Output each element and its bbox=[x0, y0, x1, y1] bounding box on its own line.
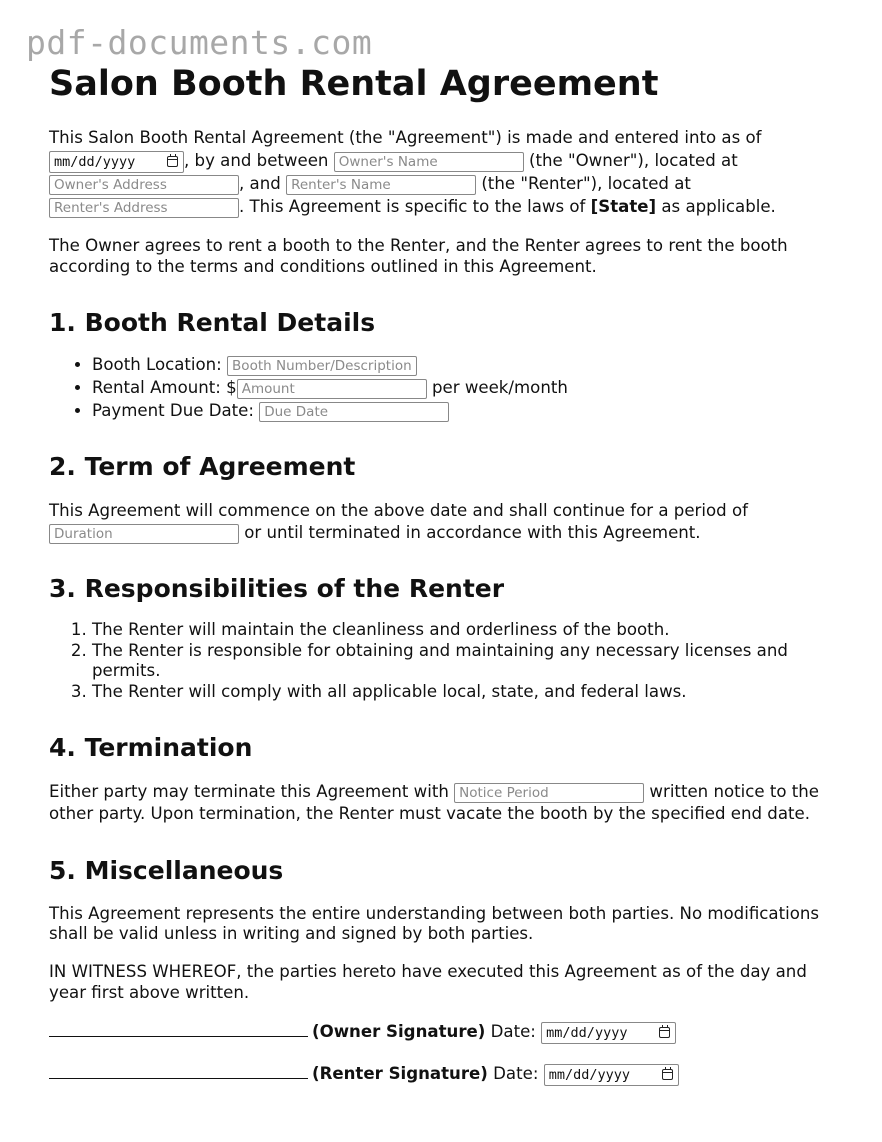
witness-paragraph: IN WITNESS WHEREOF, the parties hereto have executed this Agreement as of the day and year first above written. bbox=[49, 962, 807, 1003]
section-heading-miscellaneous: 5. Miscellaneous bbox=[49, 855, 284, 885]
booth-location-input[interactable] bbox=[227, 356, 417, 376]
watermark-text: pdf-documents.com bbox=[26, 23, 373, 62]
duration-input[interactable] bbox=[49, 524, 239, 544]
date-placeholder: mm/dd/yyyy bbox=[54, 153, 136, 170]
intro-text-2: , by and between bbox=[184, 150, 329, 170]
section-heading-responsibilities: 3. Responsibilities of the Renter bbox=[49, 573, 505, 603]
booth-location-label: Booth Location: bbox=[92, 354, 222, 374]
owner-address-input[interactable] bbox=[49, 175, 239, 195]
rental-amount-input[interactable] bbox=[237, 379, 427, 399]
renter-signature-row bbox=[49, 1060, 839, 1086]
notice-period-input[interactable] bbox=[454, 783, 644, 803]
responsibilities-list bbox=[49, 620, 839, 703]
date-placeholder: mm/dd/yyyy bbox=[546, 1024, 628, 1041]
renter-date-label: Date: bbox=[493, 1063, 539, 1083]
termination-text-2: written notice to the other party. Upon termination, the Renter must vacate the booth by the specified end date. bbox=[49, 782, 820, 824]
list-item: 2. The Renter is responsible for obtaining and maintaining any necessary licenses and permits. bbox=[92, 641, 839, 683]
payment-due-label: Payment Due Date: bbox=[92, 400, 254, 420]
state-text: [State] bbox=[590, 196, 657, 216]
list-item bbox=[92, 354, 839, 377]
term-paragraph bbox=[49, 500, 839, 544]
section-heading-term: 2. Term of Agreement bbox=[49, 452, 356, 482]
termination-text-1: Either party may terminate this Agreement with bbox=[49, 782, 449, 802]
booth-details-list bbox=[49, 354, 839, 422]
list-item bbox=[92, 377, 839, 400]
agreement-document bbox=[49, 64, 839, 1086]
renter-date-input[interactable] bbox=[544, 1064, 679, 1086]
calendar-icon[interactable] bbox=[167, 156, 178, 167]
calendar-icon[interactable] bbox=[659, 1027, 670, 1038]
section-heading-termination: 4. Termination bbox=[49, 733, 253, 763]
intro-text-7: as applicable. bbox=[656, 196, 776, 216]
page-title: Salon Booth Rental Agreement bbox=[49, 64, 659, 104]
intro-paragraph bbox=[49, 127, 839, 218]
intro-text-4: , and bbox=[239, 173, 281, 193]
date-placeholder: mm/dd/yyyy bbox=[548, 1066, 630, 1083]
termination-paragraph bbox=[49, 781, 839, 826]
renter-signature-label: (Renter Signature) bbox=[312, 1063, 488, 1083]
owner-signature-line[interactable] bbox=[49, 1018, 308, 1037]
rental-amount-label: Rental Amount: $ bbox=[92, 377, 237, 397]
renter-name-input[interactable] bbox=[286, 175, 476, 195]
calendar-icon[interactable] bbox=[662, 1069, 673, 1080]
term-text-2: or until terminated in accordance with this Agreement. bbox=[239, 522, 701, 542]
rental-paragraph: The Owner agrees to rent a booth to the Renter, and the Renter agrees to rent the booth according to the terms and conditions outlined in this Agreement. bbox=[49, 236, 788, 277]
intro-text-3: (the "Owner"), located at bbox=[523, 150, 738, 170]
owner-date-label: Date: bbox=[490, 1021, 536, 1041]
owner-name-input[interactable] bbox=[334, 152, 524, 172]
term-text-1: This Agreement will commence on the above date and shall continue for a period of bbox=[49, 501, 748, 521]
list-item: 3. The Renter will comply with all applicable local, state, and federal laws. bbox=[92, 682, 839, 703]
section-heading-booth-details: 1. Booth Rental Details bbox=[49, 307, 376, 337]
intro-text-1: This Salon Booth Rental Agreement (the "Agreement") is made and entered into as of bbox=[49, 128, 762, 147]
intro-text-5: (the "Renter"), located at bbox=[476, 173, 691, 193]
owner-signature-label: (Owner Signature) bbox=[312, 1021, 486, 1041]
agreement-date-input[interactable] bbox=[49, 151, 184, 173]
owner-signature-row bbox=[49, 1018, 839, 1044]
owner-date-input[interactable] bbox=[541, 1022, 676, 1044]
renter-address-input[interactable] bbox=[49, 198, 239, 218]
list-item: 1. The Renter will maintain the cleanliness and orderliness of the booth. bbox=[92, 620, 839, 641]
rental-amount-suffix: per week/month bbox=[426, 377, 568, 397]
miscellaneous-paragraph: This Agreement represents the entire understanding between both parties. No modifications shall be valid unless in writing and signed by both parties. bbox=[49, 903, 820, 944]
intro-text-6: . This Agreement is specific to the laws of bbox=[239, 196, 591, 216]
list-item bbox=[92, 400, 839, 423]
payment-due-input[interactable] bbox=[259, 402, 449, 422]
renter-signature-line[interactable] bbox=[49, 1060, 308, 1079]
